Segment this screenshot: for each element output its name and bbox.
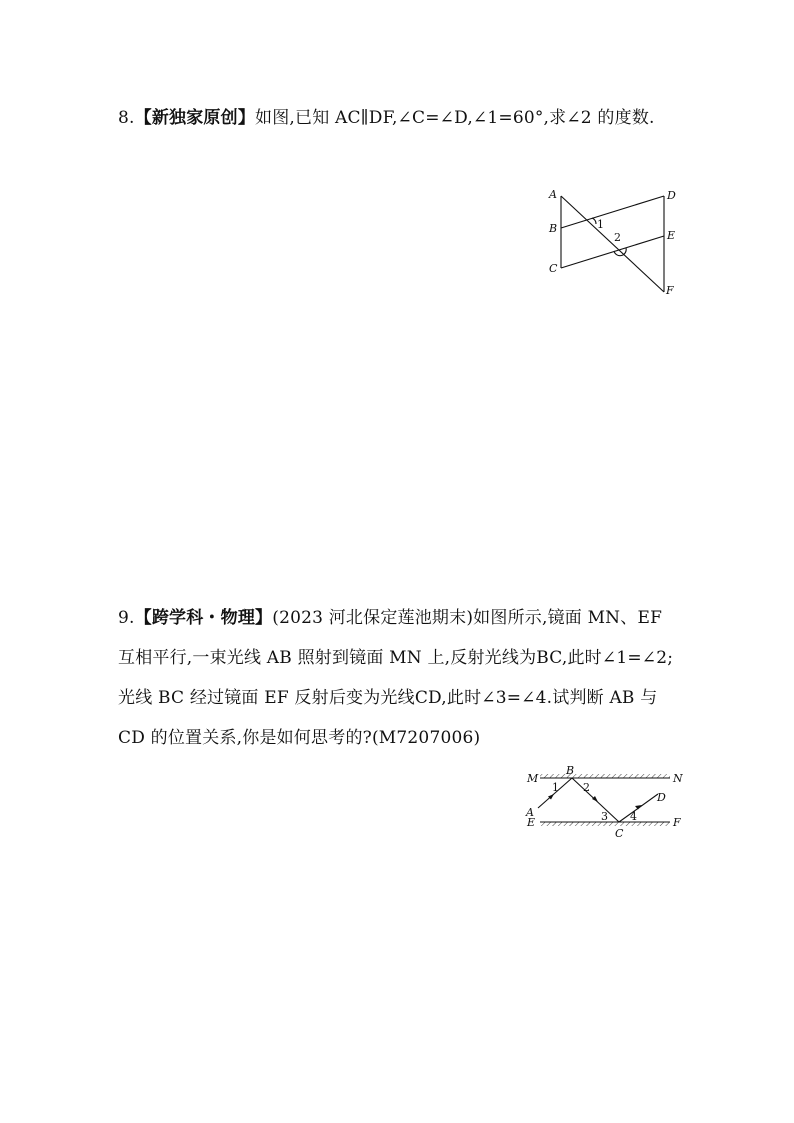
line-ce — [561, 236, 664, 268]
angle-2-label: 2 — [614, 231, 621, 244]
problem-9-text: (2023 河北保定莲池期末)如图所示,镜面 MN、EF 互相平行,一束光线 AB 照射到镜面 MN 上,反射光线为BC,此时∠1=∠2;光线 BC 经过镜面 EF 反射后变为光线CD,此时∠3=∠4.试判断 AB 与 CD 的位置关系,你是如何思考的?(M7207006) — [118, 608, 674, 748]
point-a-label: A — [549, 188, 557, 201]
problem-8-number: 8. — [118, 108, 135, 128]
point-f-label: F — [666, 284, 674, 297]
problem-8-text: 如图,已知 AC∥DF,∠C=∠D,∠1=60°,求∠2 的度数. — [255, 108, 655, 128]
angle-2-label: 2 — [583, 781, 590, 794]
problem-9 — [118, 598, 674, 758]
problem-8 — [118, 98, 674, 138]
point-b-label: B — [566, 764, 575, 777]
angle-1-label: 1 — [597, 218, 604, 231]
angle-1-label: 1 — [552, 781, 559, 794]
point-a-label: A — [526, 806, 534, 819]
angle-3-label: 3 — [601, 810, 608, 823]
point-e-label: E — [667, 229, 676, 242]
point-d-label: D — [667, 189, 676, 202]
problem-9-figure — [518, 764, 688, 844]
arrow-cd — [635, 805, 642, 810]
point-e-label: E — [527, 816, 536, 829]
line-bd — [561, 196, 664, 228]
point-n-label: N — [673, 772, 683, 785]
angle-1-arc — [592, 218, 596, 224]
point-b-label: B — [549, 222, 558, 235]
problem-9-tag: 【跨学科・物理】 — [134, 608, 273, 628]
line-af — [561, 196, 664, 292]
mirror-mn-hatch — [540, 774, 670, 778]
problem-9-number: 9. — [118, 608, 135, 628]
problem-8-tag: 【新独家原创】 — [134, 108, 256, 128]
problem-8-figure — [540, 184, 690, 304]
point-m-label: M — [527, 772, 539, 785]
point-c-label: C — [615, 827, 624, 840]
angle-4-label: 4 — [630, 810, 637, 823]
point-c-label: C — [549, 262, 558, 275]
point-f-label: F — [673, 816, 681, 829]
point-d-label: D — [657, 791, 666, 804]
